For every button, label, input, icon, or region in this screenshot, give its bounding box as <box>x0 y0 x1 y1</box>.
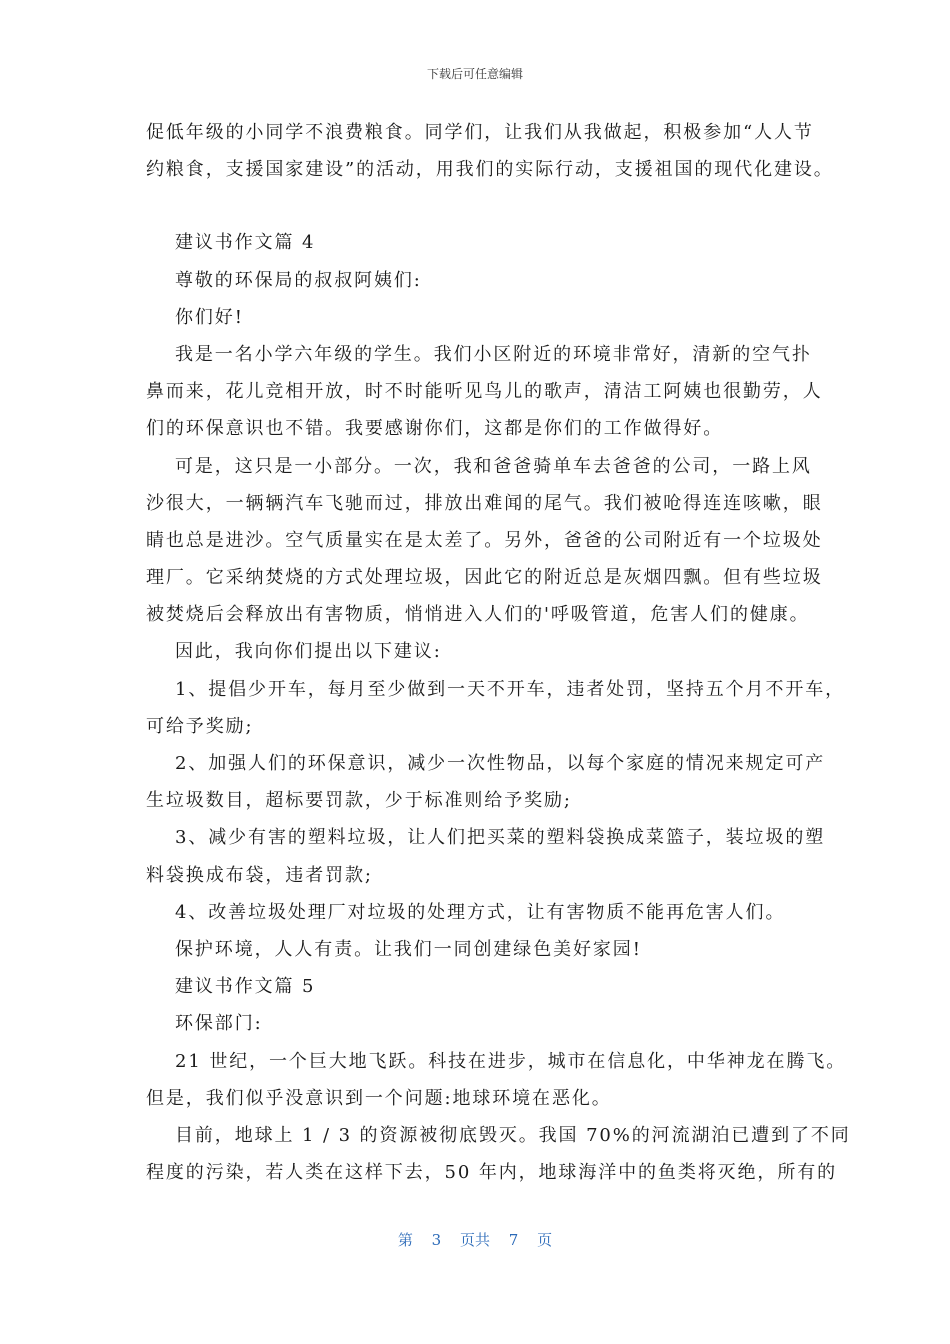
page-number-current: 3 <box>431 1231 442 1249</box>
greeting: 你们好! <box>175 306 244 328</box>
section-heading: 建议书作文篇 5 <box>175 976 316 998</box>
text-line: 料袋换成布袋，违者罚款; <box>146 864 373 886</box>
text-line: 睛也总是进沙。空气质量实在是太差了。另外，爸爸的公司附近有一个垃圾处 <box>146 529 823 551</box>
text-line: 可是，这只是一小部分。一次，我和爸爸骑单车去爸爸的公司，一路上风 <box>175 455 812 477</box>
text-line: 目前，地球上 1 / 3 的资源被彻底毁灭。我国 70%的河流湖泊已遭到了不同 <box>175 1124 851 1146</box>
text-line: 因此，我向你们提出以下建议: <box>175 641 442 663</box>
list-item: 2、加强人们的环保意识，减少一次性物品，以每个家庭的情况来规定可产 <box>175 753 826 774</box>
page-footer <box>0 1230 950 1250</box>
page-header: 下载后可任意编辑 <box>426 67 523 81</box>
list-item: 1、提倡少开车，每月至少做到一天不开车，违者处罚，坚持五个月不开车， <box>175 678 846 700</box>
salutation: 环保部门: <box>175 1013 263 1035</box>
list-item: 3、减少有害的塑料垃圾，让人们把买菜的塑料袋换成菜篮子，装垃圾的塑 <box>175 827 826 849</box>
page-number-total: 7 <box>508 1231 519 1249</box>
text-line: 生垃圾数目，超标要罚款，少于标准则给予奖励; <box>146 790 572 812</box>
text-line: 可给予奖励; <box>146 715 254 737</box>
text-line: 理厂。它采纳焚烧的方式处理垃圾，因此它的附近总是灰烟四飘。但有些垃圾 <box>146 567 823 589</box>
text-line: 但是，我们似乎没意识到一个问题:地球环境在恶化。 <box>146 1087 612 1109</box>
salutation: 尊敬的环保局的叔叔阿姨们: <box>175 269 422 291</box>
page-number-middle: 页共 <box>459 1231 490 1249</box>
text-line: 21 世纪，一个巨大地飞跃。科技在进步，城市在信息化，中华神龙在腾飞。 <box>175 1050 847 1072</box>
text-line: 保护环境，人人有责。让我们一同创建绿色美好家园! <box>175 938 642 960</box>
text-line: 约粮食，支援国家建设”的活动，用我们的实际行动，支援祖国的现代化建设。 <box>146 159 834 181</box>
page-number-suffix: 页 <box>537 1231 553 1249</box>
text-line: 们的环保意识也不错。我要感谢你们，这都是你们的工作做得好。 <box>146 418 724 440</box>
text-line: 程度的污染，若人类在这样下去，50 年内，地球海洋中的鱼类将灭绝，所有的 <box>146 1162 838 1184</box>
section-heading: 建议书作文篇 4 <box>175 232 316 254</box>
text-line: 沙很大，一辆辆汽车飞驰而过，排放出难闻的尾气。我们被呛得连连咳嗽，眼 <box>146 492 823 514</box>
text-line: 被焚烧后会释放出有害物质，悄悄进入人们的'呼吸管道，危害人们的健康。 <box>146 604 810 626</box>
text-line: 鼻而来，花儿竞相开放，时不时能听见鸟儿的歌声，清洁工阿姨也很勤劳，人 <box>146 381 823 403</box>
paragraph-gap <box>146 188 821 224</box>
text-line: 促低年级的小同学不浪费粮食。同学们，让我们从我做起，积极参加“人人节 <box>146 122 814 143</box>
list-item: 4、改善垃圾处理厂对垃圾的处理方式，让有害物质不能再危害人们。 <box>175 901 786 923</box>
text-line: 我是一名小学六年级的学生。我们小区附近的环境非常好，清新的空气扑 <box>175 343 812 365</box>
page-number-prefix: 第 <box>397 1231 413 1249</box>
document-body <box>146 114 851 1191</box>
